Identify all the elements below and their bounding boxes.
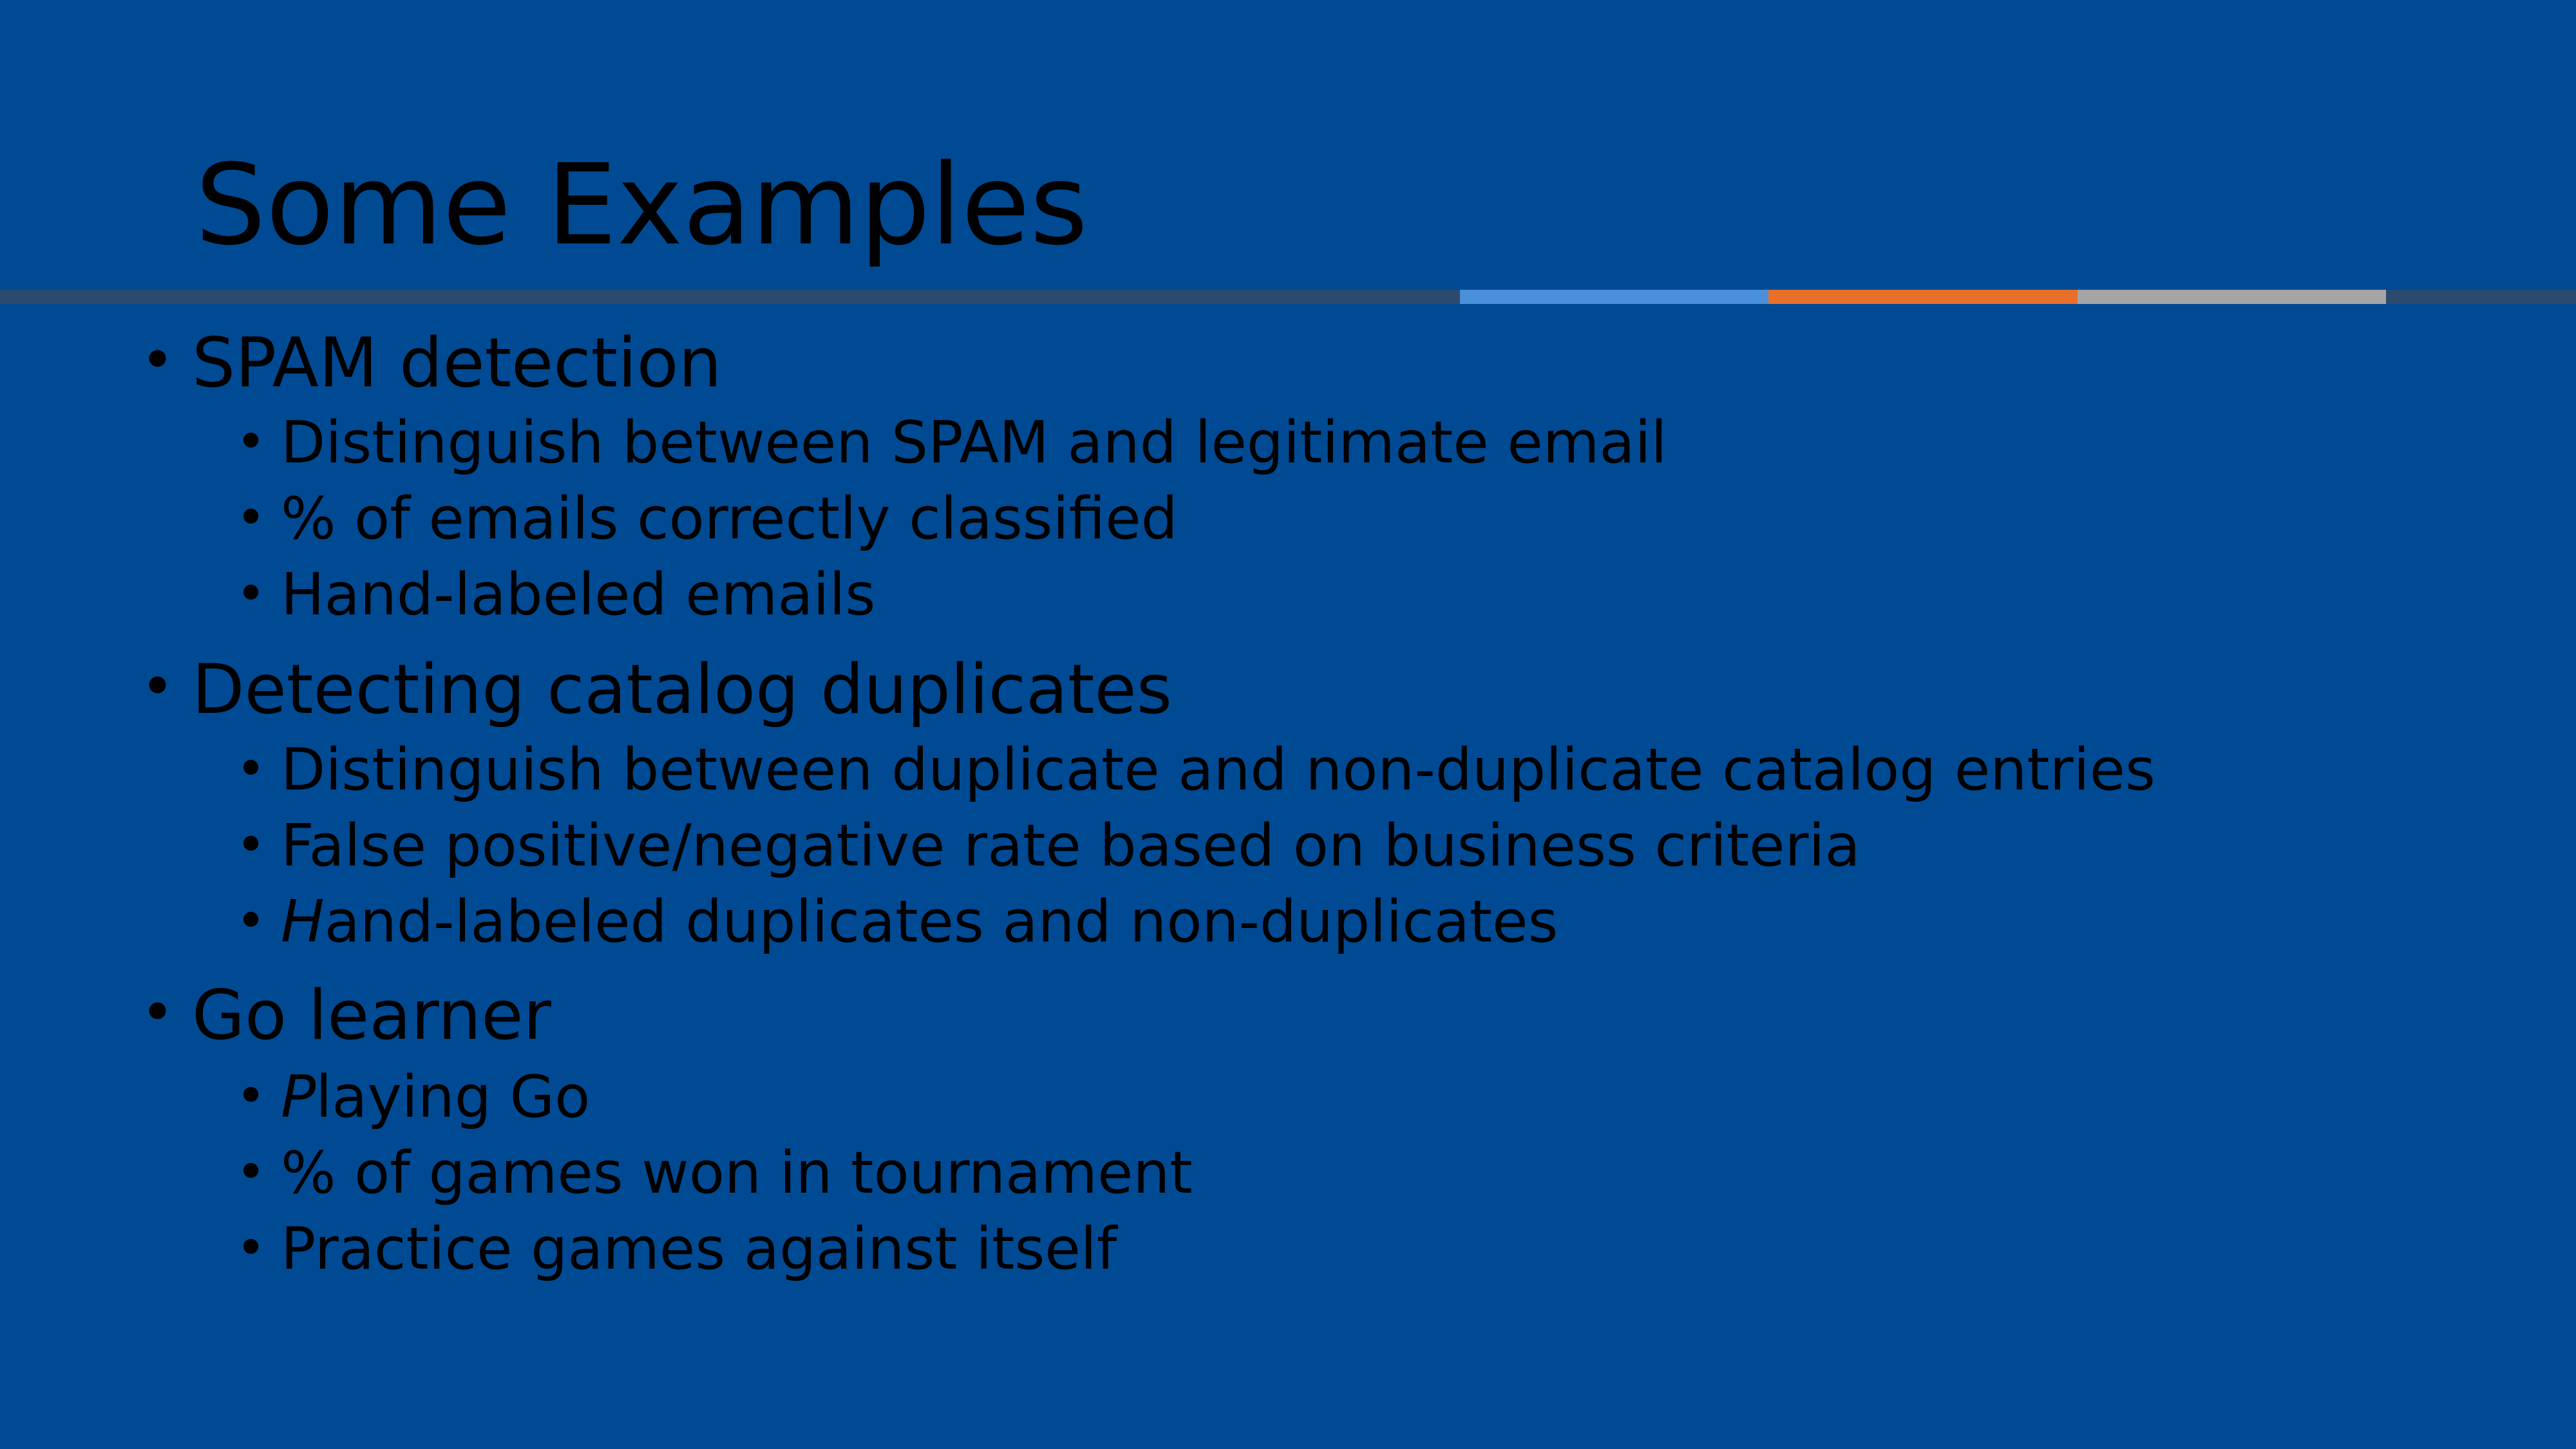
sub-bullet-text: % of emails correctly classified <box>281 485 1178 553</box>
bullet-item-go-learner <box>140 976 552 1055</box>
sub-bullet-text: Hand-labeled emails <box>281 561 876 629</box>
bullet-icon: • <box>236 1218 267 1278</box>
sub-bullet-text: and-labeled duplicates and non-duplicates <box>324 888 1558 956</box>
bullet-item-spam-detection <box>140 323 722 402</box>
sub-bullet-item <box>236 736 2155 804</box>
bullet-item-label: Go learner <box>192 976 552 1055</box>
bullet-icon: • <box>236 564 267 623</box>
accent-bar-gray <box>2078 290 2386 304</box>
sub-bullet-item: • Hand-labeled duplicates and non-duplicates <box>236 888 1558 956</box>
bullet-icon: • <box>236 815 267 875</box>
bullet-icon: • <box>140 327 175 394</box>
sub-bullet-item: • Playing Go <box>236 1063 591 1131</box>
sub-bullet-text: False positive/negative rate based on business criteria <box>281 812 1861 880</box>
title-divider <box>0 290 2576 304</box>
accent-bar-orange <box>1768 290 2078 304</box>
bullet-item-catalog-duplicates <box>140 650 1172 729</box>
bullet-icon: • <box>140 653 175 721</box>
sub-bullet-text: Practice games against itself <box>281 1215 1117 1283</box>
bullet-icon: • <box>236 1066 267 1126</box>
sub-bullet-item <box>236 812 1861 880</box>
bullet-icon: • <box>236 1142 267 1202</box>
sub-bullet-item <box>236 1139 1193 1207</box>
sub-bullet-item <box>236 409 1667 477</box>
bullet-item-label: Detecting catalog duplicates <box>192 650 1172 729</box>
slide-title: Some Examples <box>195 140 1088 270</box>
sub-bullet-text: laying Go <box>316 1063 591 1131</box>
bullet-icon: • <box>236 488 267 547</box>
sub-bullet-item <box>236 561 876 629</box>
sub-bullet-item <box>236 1215 1117 1283</box>
accent-bar-blue <box>1460 290 1768 304</box>
bullet-icon: • <box>236 412 267 471</box>
sub-bullet-text: % of games won in tournament <box>281 1139 1193 1207</box>
bullet-icon: • <box>236 739 267 799</box>
sub-bullet-text: Distinguish between duplicate and non-duplicate catalog entries <box>281 736 2155 804</box>
bullet-item-label: SPAM detection <box>192 323 722 402</box>
bullet-icon: • <box>236 891 267 951</box>
bullet-icon: • <box>140 979 175 1046</box>
sub-bullet-text: Distinguish between SPAM and legitimate email <box>281 409 1667 477</box>
sub-bullet-item <box>236 485 1178 553</box>
